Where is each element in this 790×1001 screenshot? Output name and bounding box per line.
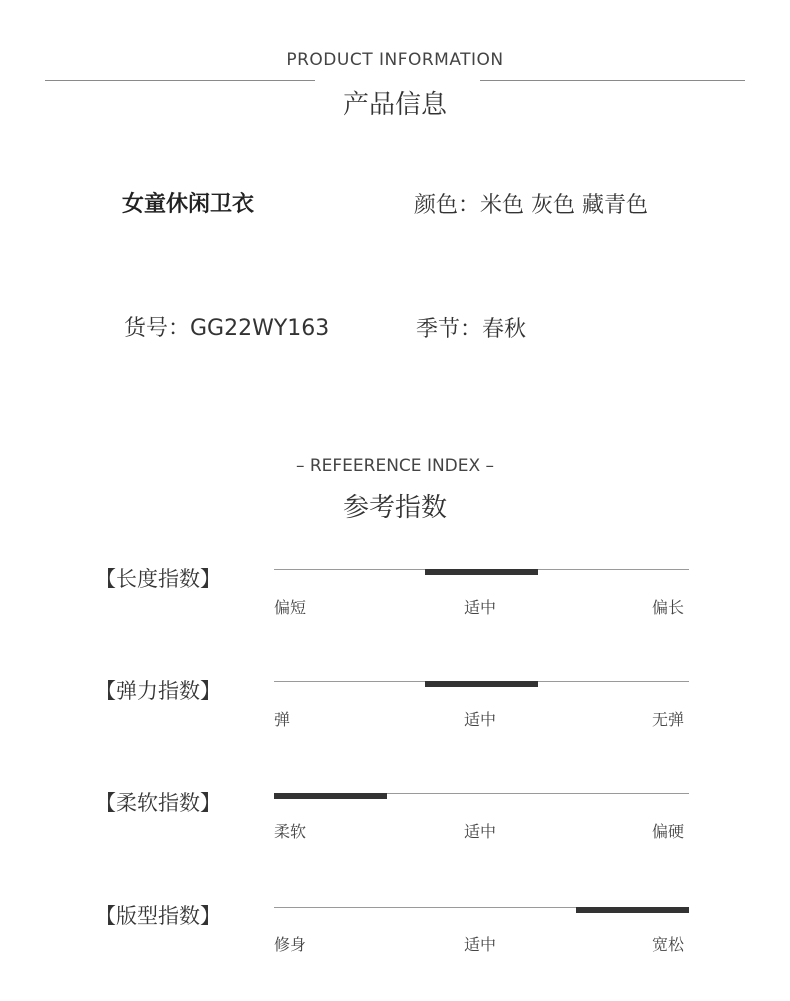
elasticity-index-middle-label: 适中 — [464, 710, 497, 729]
softness-index-label: 【柔软指数】 — [95, 791, 221, 815]
length-index-marker — [425, 569, 538, 575]
header-divider-right — [480, 80, 745, 81]
header-divider-left — [45, 80, 315, 81]
elasticity-index-right-label: 无弹 — [652, 710, 685, 729]
product-season: 季节：春秋 — [416, 317, 527, 342]
softness-index-middle-label: 适中 — [464, 822, 497, 841]
product-name: 女童休闲卫衣 — [122, 192, 255, 217]
elasticity-index-marker — [425, 681, 538, 687]
length-index-left-label: 偏短 — [274, 598, 307, 617]
softness-index-left-label: 柔软 — [274, 822, 307, 841]
elasticity-index-left-label: 弹 — [274, 710, 291, 729]
elasticity-index-label: 【弹力指数】 — [95, 679, 221, 703]
softness-index-right-label: 偏硬 — [652, 822, 685, 841]
product-item-number: 货号：GG22WY163 — [124, 316, 330, 341]
fit-index-label: 【版型指数】 — [95, 904, 221, 928]
info-title-en: PRODUCT INFORMATION — [286, 50, 504, 70]
fit-index-marker — [576, 907, 689, 913]
length-index-label: 【长度指数】 — [95, 567, 221, 591]
softness-index-marker — [274, 793, 387, 799]
fit-index-right-label: 宽松 — [652, 935, 685, 954]
fit-index-middle-label: 适中 — [464, 935, 497, 954]
info-title-cn: 产品信息 — [342, 90, 447, 120]
product-colors: 颜色：米色 灰色 藏青色 — [414, 193, 648, 218]
fit-index-left-label: 修身 — [274, 935, 307, 954]
reference-title-cn: 参考指数 — [342, 493, 447, 523]
length-index-middle-label: 适中 — [464, 598, 497, 617]
length-index-right-label: 偏长 — [652, 598, 685, 617]
reference-title-en: – REFEERENCE INDEX – — [295, 456, 495, 476]
